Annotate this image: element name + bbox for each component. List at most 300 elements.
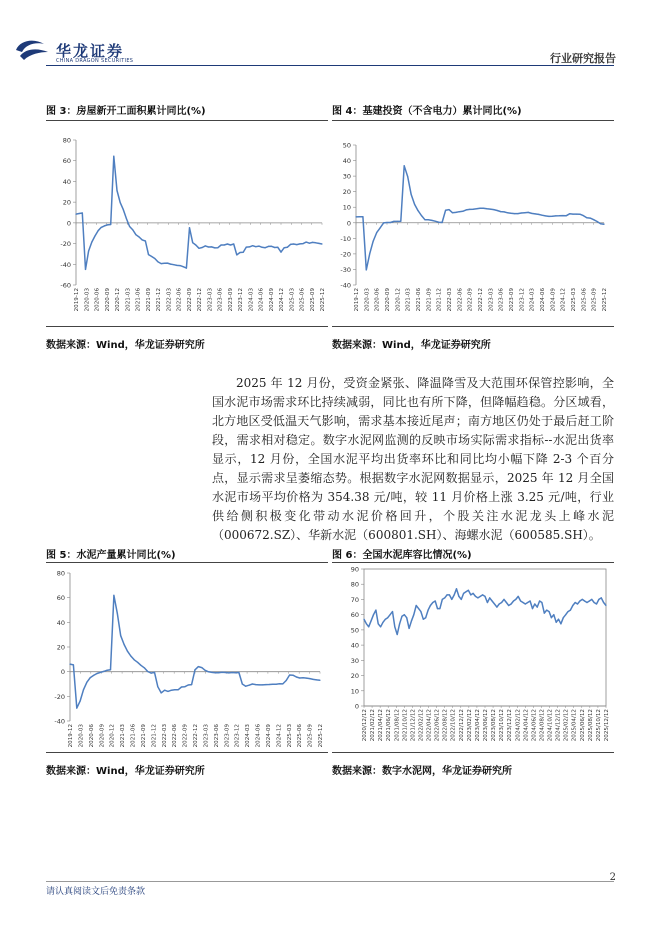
data-point bbox=[559, 215, 560, 216]
x-tick-label: 2024-09 bbox=[550, 288, 557, 312]
data-point bbox=[556, 622, 557, 623]
figure-6-bottom-rule bbox=[332, 752, 614, 753]
data-point bbox=[603, 224, 604, 225]
figure-4-bottom-rule bbox=[332, 326, 614, 327]
data-point bbox=[101, 227, 102, 228]
data-point bbox=[104, 225, 105, 226]
x-tick-label: 2021/10/12 bbox=[402, 709, 409, 742]
data-point bbox=[428, 219, 429, 220]
data-point bbox=[435, 600, 436, 601]
x-tick-label: 2024/12/12 bbox=[555, 709, 562, 742]
data-point bbox=[534, 603, 535, 604]
x-tick-label: 2022-09 bbox=[182, 724, 189, 748]
data-point bbox=[535, 213, 536, 214]
y-tick-label: 40 bbox=[62, 177, 71, 186]
x-tick-label: 2022/04/12 bbox=[426, 709, 433, 742]
x-tick-label: 2019-12 bbox=[74, 288, 80, 312]
data-point bbox=[366, 623, 367, 624]
data-point bbox=[409, 628, 410, 629]
data-point bbox=[373, 614, 374, 615]
data-point bbox=[249, 246, 250, 247]
data-point bbox=[132, 229, 133, 230]
data-point bbox=[359, 216, 360, 217]
figure-4-source: 数据来源：Wind，华龙证券研究所 bbox=[332, 340, 491, 351]
data-point bbox=[448, 209, 449, 210]
data-point bbox=[383, 222, 384, 223]
data-point bbox=[515, 599, 516, 600]
data-point bbox=[154, 672, 155, 673]
x-tick-label: 2023-09 bbox=[509, 288, 515, 312]
data-point bbox=[539, 600, 540, 601]
data-point bbox=[126, 218, 127, 219]
data-point bbox=[425, 617, 426, 618]
data-point bbox=[468, 590, 469, 591]
data-point bbox=[524, 212, 525, 213]
data-point bbox=[555, 215, 556, 216]
data-point bbox=[442, 222, 443, 223]
data-point bbox=[309, 678, 310, 679]
data-point bbox=[184, 686, 185, 687]
data-point bbox=[538, 214, 539, 215]
data-point bbox=[411, 620, 412, 621]
figure-6-title: 图 6：全国水泥库容比情况(%) bbox=[332, 550, 472, 561]
data-point bbox=[566, 215, 567, 216]
data-point bbox=[458, 596, 459, 597]
data-point bbox=[116, 190, 117, 191]
figure-4-top-rule bbox=[332, 120, 614, 121]
y-tick-label: 40 bbox=[350, 641, 359, 650]
y-tick-label: 20 bbox=[342, 188, 351, 197]
data-point bbox=[368, 626, 369, 627]
data-point bbox=[107, 224, 108, 225]
x-tick-label: 2023-03 bbox=[207, 288, 214, 312]
data-point bbox=[268, 246, 269, 247]
data-point bbox=[386, 222, 387, 223]
series-line bbox=[76, 156, 322, 269]
data-point bbox=[306, 242, 307, 243]
data-point bbox=[480, 596, 481, 597]
data-point bbox=[432, 602, 433, 603]
x-tick-label: 2023-03 bbox=[203, 724, 210, 748]
data-point bbox=[428, 610, 429, 611]
x-tick-label: 2020-06 bbox=[374, 288, 381, 312]
data-point bbox=[490, 209, 491, 210]
data-point bbox=[411, 194, 412, 195]
data-point bbox=[129, 226, 130, 227]
data-point bbox=[590, 218, 591, 219]
data-point bbox=[431, 220, 432, 221]
x-tick-label: 2024/06/12 bbox=[531, 709, 538, 742]
x-tick-label: 2023/04/12 bbox=[474, 709, 481, 742]
data-point bbox=[120, 635, 121, 636]
data-point bbox=[525, 603, 526, 604]
x-tick-label: 2022/06/12 bbox=[434, 709, 441, 742]
y-tick-label: 50 bbox=[350, 626, 359, 635]
data-point bbox=[479, 208, 480, 209]
data-point bbox=[382, 622, 383, 623]
data-point bbox=[387, 617, 388, 618]
data-point bbox=[191, 684, 192, 685]
data-point bbox=[137, 662, 138, 663]
data-point bbox=[252, 683, 253, 684]
x-tick-label: 2021-03 bbox=[120, 724, 127, 748]
data-point bbox=[255, 246, 256, 247]
y-tick-label: 80 bbox=[350, 580, 359, 589]
data-point bbox=[451, 599, 452, 600]
x-tick-label: 2022/10/12 bbox=[450, 709, 457, 742]
data-point bbox=[563, 617, 564, 618]
x-tick-label: 2024-03 bbox=[248, 288, 255, 312]
data-point bbox=[487, 602, 488, 603]
x-tick-label: 2025-09 bbox=[307, 724, 314, 748]
data-point bbox=[469, 209, 470, 210]
data-point bbox=[230, 244, 231, 245]
y-tick-label: 80 bbox=[56, 569, 65, 578]
x-tick-label: 2023-06 bbox=[217, 288, 224, 312]
x-tick-label: 2024-12 bbox=[560, 288, 567, 312]
x-tick-label: 2024-06 bbox=[540, 288, 546, 312]
data-point bbox=[437, 608, 438, 609]
data-point bbox=[537, 607, 538, 608]
data-point bbox=[466, 209, 467, 210]
figure-4-title: 图 4：基建投资（不含电力）累计同比(%) bbox=[332, 106, 522, 117]
x-tick-label: 2019-12 bbox=[354, 288, 360, 312]
data-point bbox=[316, 679, 317, 680]
data-point bbox=[144, 667, 145, 668]
data-point bbox=[90, 677, 91, 678]
data-point bbox=[393, 221, 394, 222]
x-tick-label: 2020-12 bbox=[115, 288, 121, 312]
x-tick-label: 2021-06 bbox=[135, 288, 142, 312]
x-tick-label: 2024-12 bbox=[276, 724, 283, 748]
x-tick-label: 2023/02/12 bbox=[466, 709, 473, 742]
data-point bbox=[390, 614, 391, 615]
x-tick-label: 2022-12 bbox=[197, 288, 203, 312]
data-point bbox=[476, 208, 477, 209]
report-type: 行业研究报告 bbox=[550, 52, 616, 65]
data-point bbox=[545, 215, 546, 216]
data-point bbox=[438, 222, 439, 223]
data-point bbox=[287, 247, 288, 248]
data-point bbox=[401, 616, 402, 617]
data-point bbox=[597, 221, 598, 222]
figure-6-source: 数据来源：数字水泥网，华龙证券研究所 bbox=[332, 766, 512, 777]
x-tick-label: 2024-06 bbox=[258, 288, 265, 312]
x-tick-label: 2025-06 bbox=[297, 724, 304, 748]
y-tick-label: -60 bbox=[60, 281, 71, 290]
data-point bbox=[299, 677, 300, 678]
data-point bbox=[567, 611, 568, 612]
data-point bbox=[293, 243, 294, 244]
x-tick-label: 2023/10/12 bbox=[499, 709, 506, 742]
data-point bbox=[390, 222, 391, 223]
data-point bbox=[482, 594, 483, 595]
x-tick-label: 2022-09 bbox=[186, 288, 193, 312]
data-point bbox=[576, 214, 577, 215]
y-tick-label: 0 bbox=[66, 219, 71, 228]
data-point bbox=[518, 596, 519, 597]
y-tick-label: -40 bbox=[60, 260, 71, 269]
x-tick-label: 2023-03 bbox=[488, 288, 495, 312]
x-tick-label: 2025/04/12 bbox=[571, 709, 578, 742]
data-point bbox=[227, 243, 228, 244]
data-point bbox=[238, 672, 239, 673]
data-point bbox=[258, 246, 259, 247]
x-tick-label: 2023-09 bbox=[227, 288, 234, 312]
x-tick-label: 2022-06 bbox=[176, 288, 183, 312]
data-point bbox=[579, 214, 580, 215]
data-point bbox=[85, 269, 86, 270]
data-point bbox=[88, 250, 89, 251]
x-tick-label: 2022-03 bbox=[161, 724, 168, 748]
data-point bbox=[435, 221, 436, 222]
data-point bbox=[269, 684, 270, 685]
data-point bbox=[601, 597, 602, 598]
figure-5-bottom-rule bbox=[46, 752, 328, 753]
body-paragraph-text: 2025 年 12 月份，受资金紧张、降温降雪及大范围环保管控影响，全国水泥市场需求环比持续减弱，同比也有所下降，但降幅趋稳。分区域看，北方地区受低温天气影响，需求基本接近尾声；南方地区仍处于最后赶工阶段，需求相对稳定。数字水泥网监测的反映市场实际需求指标--水泥出货率显示，12 月份，全国水泥平均出货率环比和同比均小幅下降 2-3 个百分点，显示需求呈萎缩态势。根据数字水泥网数据显示，2025 年 12 月全国水泥市场平均价格为 354.38 元/吨，较 11 月价格上涨 3.25 元/吨，行业供给侧积极变化带动水泥价格回升，个股关注水泥龙头上峰水泥（000672.SZ）、华新水泥（600801.SH）、海螺水泥（600585.SH）。 bbox=[212, 376, 614, 542]
data-point bbox=[449, 594, 450, 595]
data-point bbox=[489, 597, 490, 598]
data-point bbox=[444, 597, 445, 598]
data-point bbox=[456, 588, 457, 589]
data-point bbox=[303, 243, 304, 244]
x-tick-label: 2024/10/12 bbox=[547, 709, 554, 742]
data-point bbox=[157, 686, 158, 687]
data-point bbox=[416, 605, 417, 606]
x-tick-label: 2023/08/12 bbox=[491, 709, 498, 742]
y-tick-label: 20 bbox=[350, 672, 359, 681]
data-point bbox=[313, 679, 314, 680]
x-tick-label: 2021/12/12 bbox=[410, 709, 417, 742]
data-point bbox=[355, 216, 356, 217]
data-point bbox=[265, 247, 266, 248]
data-point bbox=[517, 213, 518, 214]
data-point bbox=[284, 247, 285, 248]
data-point bbox=[373, 241, 374, 242]
data-point bbox=[541, 215, 542, 216]
y-tick-label: 0 bbox=[346, 219, 351, 228]
data-point bbox=[470, 594, 471, 595]
data-point bbox=[504, 211, 505, 212]
data-point bbox=[424, 219, 425, 220]
figure-5-chart bbox=[46, 564, 328, 748]
data-point bbox=[91, 242, 92, 243]
x-tick-label: 2020-03 bbox=[84, 288, 91, 312]
data-point bbox=[461, 599, 462, 600]
data-point bbox=[318, 243, 319, 244]
x-tick-label: 2024-06 bbox=[255, 724, 262, 748]
x-tick-label: 2025/12/12 bbox=[604, 709, 610, 742]
data-point bbox=[139, 236, 140, 237]
x-tick-label: 2021-12 bbox=[151, 724, 158, 748]
data-point bbox=[569, 213, 570, 214]
data-point bbox=[180, 265, 181, 266]
data-point bbox=[113, 595, 114, 596]
data-point bbox=[276, 684, 277, 685]
data-point bbox=[483, 208, 484, 209]
y-tick-label: 30 bbox=[350, 656, 359, 665]
data-point bbox=[570, 610, 571, 611]
data-point bbox=[245, 686, 246, 687]
data-point bbox=[404, 614, 405, 615]
data-point bbox=[565, 614, 566, 615]
y-tick-label: 10 bbox=[350, 687, 359, 696]
y-tick-label: 60 bbox=[56, 594, 65, 603]
x-tick-label: 2024/04/12 bbox=[523, 709, 530, 742]
x-tick-label: 2025/02/12 bbox=[563, 709, 570, 742]
x-tick-label: 2024-09 bbox=[268, 288, 275, 312]
x-tick-label: 2020-09 bbox=[104, 288, 111, 312]
figure-4-chart bbox=[332, 122, 614, 324]
data-point bbox=[192, 242, 193, 243]
data-point bbox=[83, 689, 84, 690]
x-tick-label: 2025-06 bbox=[299, 288, 306, 312]
y-tick-label: 20 bbox=[62, 198, 71, 207]
x-tick-label: 2025-03 bbox=[289, 288, 296, 312]
data-point bbox=[252, 245, 253, 246]
x-tick-label: 2025/06/12 bbox=[579, 709, 586, 742]
data-point bbox=[303, 677, 304, 678]
data-point bbox=[378, 623, 379, 624]
x-tick-label: 2021-12 bbox=[156, 288, 162, 312]
data-point bbox=[279, 683, 280, 684]
data-point bbox=[500, 211, 501, 212]
x-tick-label: 2025/08/12 bbox=[587, 709, 594, 742]
data-point bbox=[522, 602, 523, 603]
x-tick-label: 2024-03 bbox=[245, 724, 252, 748]
data-point bbox=[549, 611, 550, 612]
header-divider bbox=[46, 65, 614, 66]
y-tick-label: -20 bbox=[340, 250, 351, 259]
x-tick-label: 2025-12 bbox=[602, 288, 608, 312]
y-tick-label: -30 bbox=[340, 265, 351, 274]
x-tick-label: 2022-03 bbox=[166, 288, 173, 312]
figure-3-top-rule bbox=[46, 120, 328, 121]
data-point bbox=[583, 215, 584, 216]
data-point bbox=[215, 672, 216, 673]
data-point bbox=[103, 671, 104, 672]
data-point bbox=[541, 602, 542, 603]
data-point bbox=[455, 212, 456, 213]
x-tick-label: 2025-09 bbox=[309, 288, 316, 312]
data-point bbox=[584, 600, 585, 601]
data-point bbox=[208, 671, 209, 672]
x-tick-label: 2020-03 bbox=[78, 724, 85, 748]
data-point bbox=[506, 602, 507, 603]
data-point bbox=[98, 230, 99, 231]
data-point bbox=[233, 243, 234, 244]
data-point bbox=[181, 686, 182, 687]
x-tick-label: 2021-06 bbox=[130, 724, 137, 748]
figure-3-title: 图 3：房屋新开工面积累计同比(%) bbox=[46, 106, 206, 117]
data-point bbox=[589, 600, 590, 601]
x-tick-label: 2022/08/12 bbox=[442, 709, 449, 742]
data-point bbox=[493, 209, 494, 210]
data-point bbox=[375, 610, 376, 611]
data-point bbox=[176, 265, 177, 266]
data-point bbox=[430, 605, 431, 606]
data-point bbox=[262, 247, 263, 248]
data-point bbox=[366, 269, 367, 270]
series-line bbox=[356, 166, 604, 270]
x-tick-label: 2024-12 bbox=[279, 288, 285, 312]
x-tick-label: 2022-06 bbox=[457, 288, 464, 312]
data-point bbox=[586, 602, 587, 603]
data-point bbox=[107, 670, 108, 671]
data-point bbox=[86, 682, 87, 683]
data-point bbox=[174, 689, 175, 690]
data-point bbox=[312, 242, 313, 243]
data-point bbox=[399, 623, 400, 624]
data-point bbox=[414, 204, 415, 205]
data-point bbox=[151, 256, 152, 257]
data-point bbox=[407, 176, 408, 177]
data-point bbox=[167, 691, 168, 692]
data-point bbox=[69, 664, 70, 665]
data-point bbox=[321, 243, 322, 244]
data-point bbox=[211, 672, 212, 673]
data-point bbox=[548, 216, 549, 217]
data-point bbox=[96, 673, 97, 674]
data-point bbox=[577, 603, 578, 604]
figure-5-source: 数据来源：Wind，华龙证券研究所 bbox=[46, 766, 205, 777]
x-tick-label: 2023/06/12 bbox=[483, 709, 489, 742]
data-point bbox=[594, 602, 595, 603]
data-point bbox=[142, 239, 143, 240]
data-point bbox=[292, 675, 293, 676]
data-point bbox=[404, 165, 405, 166]
y-tick-label: 0 bbox=[354, 702, 359, 711]
data-point bbox=[380, 227, 381, 228]
data-point bbox=[232, 672, 233, 673]
data-point bbox=[186, 268, 187, 269]
data-point bbox=[369, 253, 370, 254]
x-tick-label: 2021-03 bbox=[405, 288, 412, 312]
x-tick-label: 2020-06 bbox=[94, 288, 101, 312]
data-point bbox=[575, 602, 576, 603]
data-point bbox=[151, 673, 152, 674]
data-point bbox=[528, 212, 529, 213]
x-tick-label: 2025-03 bbox=[286, 724, 293, 748]
data-point bbox=[147, 671, 148, 672]
data-point bbox=[514, 213, 515, 214]
data-point bbox=[397, 634, 398, 635]
data-point bbox=[255, 684, 256, 685]
data-point bbox=[75, 214, 76, 215]
data-point bbox=[194, 669, 195, 670]
data-point bbox=[134, 659, 135, 660]
y-tick-label: -40 bbox=[54, 717, 65, 726]
data-point bbox=[546, 610, 547, 611]
data-point bbox=[465, 591, 466, 592]
data-point bbox=[420, 611, 421, 612]
data-point bbox=[586, 217, 587, 218]
data-point bbox=[79, 213, 80, 214]
data-point bbox=[462, 211, 463, 212]
y-tick-label: -10 bbox=[340, 234, 351, 243]
data-point bbox=[73, 664, 74, 665]
data-point bbox=[496, 607, 497, 608]
data-point bbox=[239, 252, 240, 253]
x-tick-label: 2022/12/12 bbox=[458, 709, 465, 742]
data-point bbox=[113, 156, 114, 157]
data-point bbox=[286, 680, 287, 681]
logo-subtitle: CHINA DRAGON SECURITIES bbox=[56, 58, 134, 64]
x-tick-label: 2019-12 bbox=[68, 724, 74, 748]
data-point bbox=[603, 602, 604, 603]
data-point bbox=[282, 683, 283, 684]
data-point bbox=[154, 258, 155, 259]
